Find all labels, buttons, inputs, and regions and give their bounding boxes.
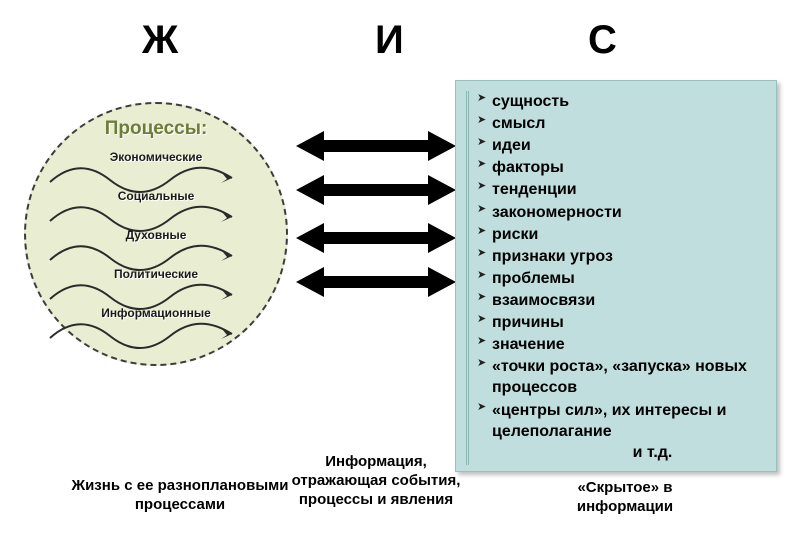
list-item: ➤ риски xyxy=(477,224,768,245)
letter-s: С xyxy=(588,18,618,62)
process-label-political: Политические xyxy=(113,267,199,281)
letter-zh: Ж xyxy=(142,18,180,62)
list-item: ➤ идеи xyxy=(477,135,768,156)
list-item: ➤ признаки угроз xyxy=(477,246,768,267)
list-item: ➤ «центры сил», их интересы и целеполагание xyxy=(477,400,768,442)
list-item: ➤ причины xyxy=(477,312,768,333)
hidden-in-information-box xyxy=(455,80,777,472)
list-item: ➤ значение xyxy=(477,334,768,355)
double-arrow-icon-3 xyxy=(296,223,456,253)
list-item: ➤ закономерности xyxy=(477,202,768,223)
list-item: ➤ смысл xyxy=(477,113,768,134)
process-label-spiritual: Духовные xyxy=(125,228,187,242)
list-item: ➤ факторы xyxy=(477,157,768,178)
double-arrow-icon-2 xyxy=(296,175,456,205)
letter-i: И xyxy=(375,18,405,62)
process-label-informational: Информационные xyxy=(101,306,211,320)
wave-arrow-5 xyxy=(46,318,268,352)
list-item: ➤ тенденции xyxy=(477,179,768,200)
etc-label: и т.д. xyxy=(632,443,673,461)
list-item: ➤ сущность xyxy=(477,91,768,112)
processes-circle-group xyxy=(24,102,288,366)
list-item: ➤ «точки роста», «запуска» новых процессов xyxy=(477,356,768,398)
hidden-list xyxy=(466,91,768,465)
caption-left: Жизнь с ее разноплановыми процессами xyxy=(71,477,289,514)
processes-title: Процессы: xyxy=(104,118,208,139)
caption-middle: Информация, отражающая события, процессы и явления xyxy=(291,453,461,509)
caption-right: «Скрытое» в информации xyxy=(576,479,674,516)
double-arrow-icon-1 xyxy=(296,131,456,161)
list-item: ➤ проблемы xyxy=(477,268,768,289)
double-arrow-icon-4 xyxy=(296,267,456,297)
process-label-social: Социальные xyxy=(117,189,195,203)
list-item: ➤ взаимосвязи xyxy=(477,290,768,311)
process-label-economic: Экономические xyxy=(109,150,203,164)
